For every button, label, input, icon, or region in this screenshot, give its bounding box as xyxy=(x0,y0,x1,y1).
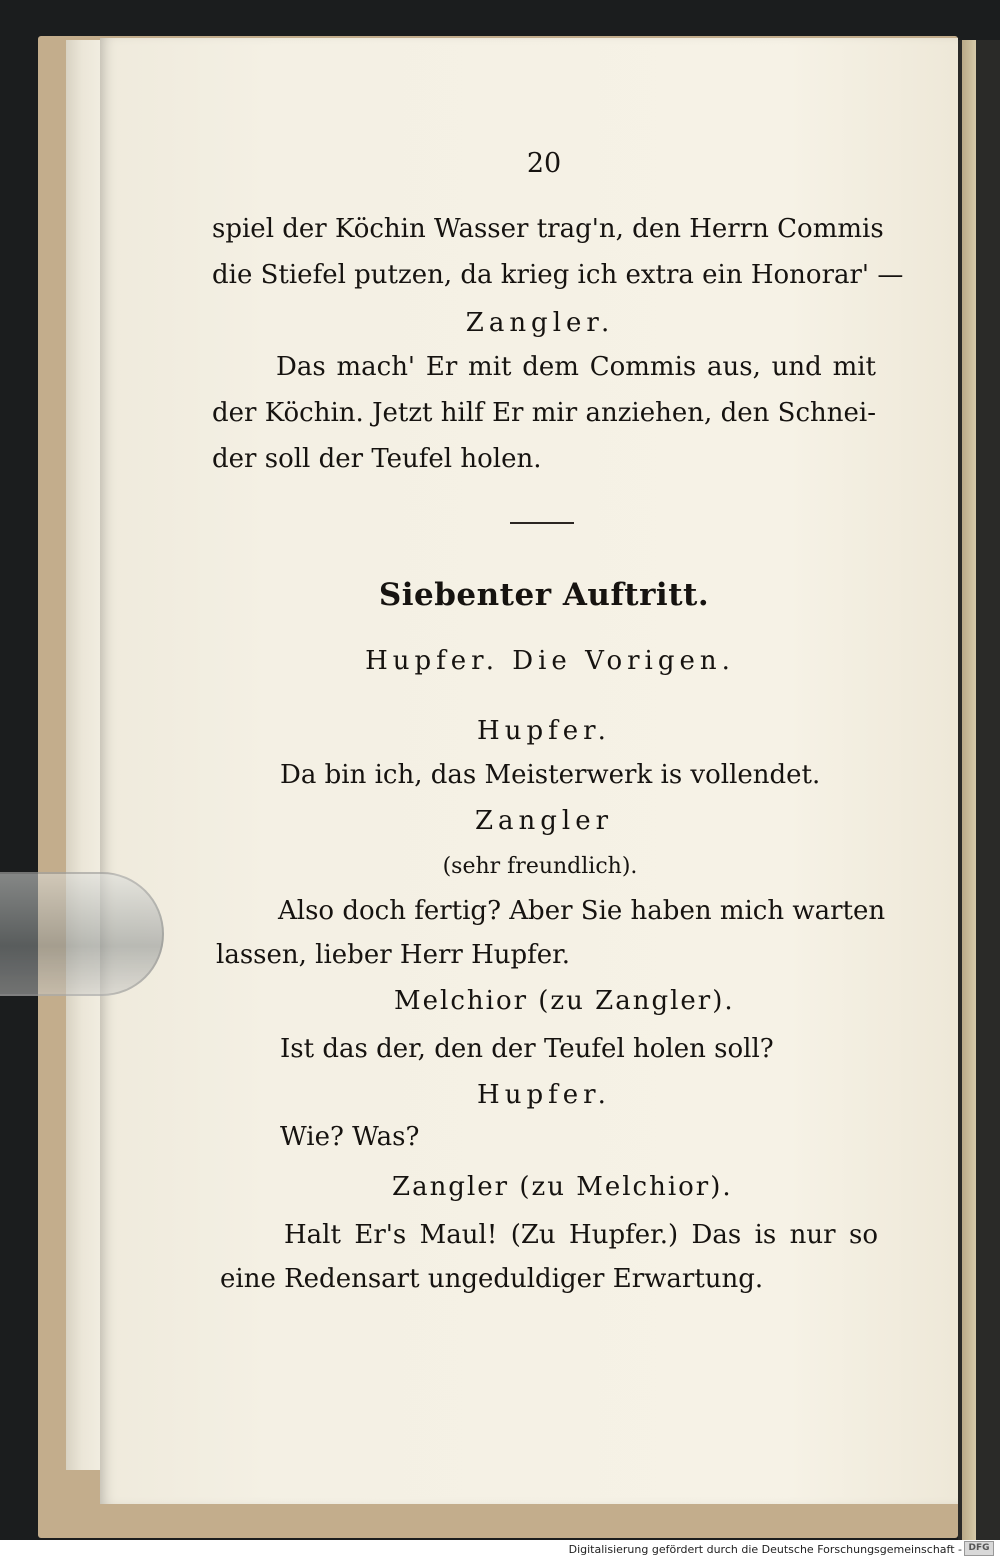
page-number: 20 xyxy=(526,148,562,179)
speaker-zangler: Zangler xyxy=(474,806,614,836)
facing-page-edge xyxy=(962,40,976,1540)
text-line-20: Halt Er's Maul! (Zu Hupfer.) Das is nur so xyxy=(284,1220,878,1250)
text-line-2: die Stiefel putzen, da krieg ich extra ein Honorar' — xyxy=(212,260,904,290)
text-line-21: eine Redensart ungeduldiger Erwartung. xyxy=(220,1264,764,1294)
stage-direction: (sehr freundlich). xyxy=(442,854,638,879)
speaker-hupfer: Hupfer. xyxy=(477,716,611,746)
text-line-4: Das mach' Er mit dem Commis aus, und mit xyxy=(276,352,876,382)
section-divider xyxy=(510,522,574,524)
text-line-5: der Köchin. Jetzt hilf Er mir anziehen, den Schnei- xyxy=(212,398,876,428)
speaker-zangler: Zangler (zu Melchior). xyxy=(392,1172,733,1202)
text-line-16: Ist das der, den der Teufel holen soll? xyxy=(280,1034,774,1064)
speaker-melchior: Melchior (zu Zangler). xyxy=(394,986,735,1016)
text-line-18: Wie? Was? xyxy=(280,1122,420,1152)
scene-characters: Hupfer. Die Vorigen. xyxy=(365,646,735,676)
speaker-hupfer: Hupfer. xyxy=(477,1080,611,1110)
footer-credit: Digitalisierung gefördert durch die Deutsche Forschungsgemeinschaft - xyxy=(568,1543,962,1556)
scene-heading: Siebenter Auftritt. xyxy=(378,577,710,613)
text-line-6: der soll der Teufel holen. xyxy=(212,444,542,474)
dfg-logo: DFG xyxy=(964,1541,994,1556)
text-line-14: lassen, lieber Herr Hupfer. xyxy=(216,940,570,970)
footer-bar xyxy=(0,1540,1000,1558)
scan-background-right xyxy=(958,40,1000,1540)
speaker-zangler: Zangler. xyxy=(465,308,615,338)
page-holder-clip xyxy=(0,872,164,996)
text-line-13: Also doch fertig? Aber Sie haben mich warten xyxy=(278,896,886,926)
text-line-10: Da bin ich, das Meisterwerk is vollendet. xyxy=(280,760,821,790)
text-line-1: spiel der Köchin Wasser trag'n, den Herrn Commis xyxy=(212,214,884,244)
